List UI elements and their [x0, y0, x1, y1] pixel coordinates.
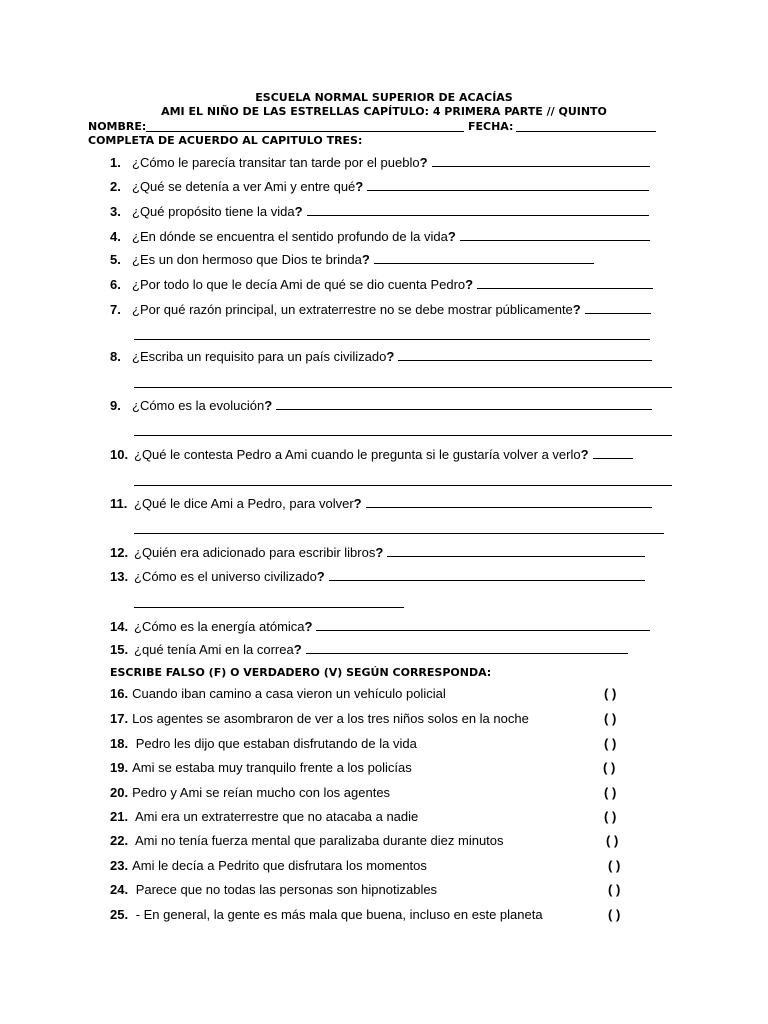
- tf-answer-19[interactable]: ( ): [603, 760, 616, 775]
- tf-answer-18[interactable]: ( ): [604, 736, 617, 751]
- answer-blank[interactable]: [374, 251, 594, 264]
- answer-line[interactable]: [134, 485, 672, 486]
- answer-line[interactable]: [134, 533, 664, 534]
- tf-item-21: 21. Ami era un extraterrestre que no atacaba a nadie: [110, 809, 419, 824]
- tf-item-18: 18. Pedro les dijo que estaban disfrutando de la vida: [110, 736, 417, 751]
- question-2: 2. ¿Qué se detenía a ver Ami y entre qué?: [110, 178, 649, 194]
- answer-blank[interactable]: [593, 446, 633, 459]
- worksheet-subtitle: AMI EL NIÑO DE LAS ESTRELLAS CAPÍTULO: 4 PRIMERA PARTE // QUINTO: [161, 105, 607, 118]
- section-instructions: COMPLETA DE ACUERDO AL CAPITULO TRES:: [88, 134, 363, 147]
- tf-answer-16[interactable]: ( ): [604, 686, 617, 701]
- question-4: 4. ¿En dónde se encuentra el sentido profundo de la vida?: [110, 228, 650, 244]
- question-8: 8. ¿Escriba un requisito para un país civilizado?: [110, 348, 652, 364]
- question-7: 7. ¿Por qué razón principal, un extraterrestre no se debe mostrar públicamente?: [110, 301, 651, 317]
- answer-blank[interactable]: [432, 154, 650, 167]
- question-6: 6. ¿Por todo lo que le decía Ami de qué se dio cuenta Pedro?: [110, 276, 653, 292]
- answer-blank[interactable]: [366, 495, 652, 508]
- question-14: 14. ¿Cómo es la energía atómica?: [110, 618, 650, 634]
- tf-item-25: 25. - En general, la gente es más mala que buena, incluso en este planeta: [110, 907, 543, 922]
- tf-answer-23[interactable]: ( ): [608, 858, 621, 873]
- tf-item-16: 16. Cuando iban camino a casa vieron un vehículo policial: [110, 686, 446, 701]
- tf-answer-17[interactable]: ( ): [604, 711, 617, 726]
- tf-answer-22[interactable]: ( ): [606, 833, 619, 848]
- tf-item-22: 22. Ami no tenía fuerza mental que paralizaba durante diez minutos: [110, 833, 504, 848]
- question-10: 10. ¿Qué le contesta Pedro a Ami cuando le pregunta si le gustaría volver a verlo?: [110, 446, 633, 462]
- question-13: 13. ¿Cómo es el universo civilizado?: [110, 568, 645, 584]
- question-5: 5. ¿Es un don hermoso que Dios te brinda?: [110, 251, 594, 267]
- date-label: FECHA:: [468, 120, 514, 133]
- answer-blank[interactable]: [477, 276, 653, 289]
- tf-item-20: 20. Pedro y Ami se reían mucho con los agentes: [110, 785, 391, 800]
- name-label: NOMBRE:: [88, 120, 147, 133]
- date-blank[interactable]: [516, 131, 656, 132]
- tf-answer-20[interactable]: ( ): [604, 785, 617, 800]
- answer-blank[interactable]: [306, 641, 628, 654]
- answer-blank[interactable]: [460, 228, 650, 241]
- answer-blank[interactable]: [387, 544, 645, 557]
- answer-blank[interactable]: [585, 301, 651, 314]
- question-11: 11. ¿Qué le dice Ami a Pedro, para volver?: [110, 495, 652, 511]
- answer-line[interactable]: [134, 339, 650, 340]
- answer-line[interactable]: [134, 435, 672, 436]
- question-3: 3. ¿Qué propósito tiene la vida?: [110, 203, 649, 219]
- answer-blank[interactable]: [307, 203, 649, 216]
- tf-answer-21[interactable]: ( ): [604, 809, 617, 824]
- tf-instructions: ESCRIBE FALSO (F) O VERDADERO (V) SEGÚN CORRESPONDA:: [110, 666, 492, 679]
- answer-blank[interactable]: [367, 178, 649, 191]
- school-title: ESCUELA NORMAL SUPERIOR DE ACACÍAS: [255, 91, 513, 104]
- answer-line[interactable]: [134, 387, 672, 388]
- tf-answer-24[interactable]: ( ): [608, 882, 621, 897]
- tf-item-23: 23. Ami le decía a Pedrito que disfrutara los momentos: [110, 858, 427, 873]
- question-1: 1. ¿Cómo le parecía transitar tan tarde por el pueblo?: [110, 154, 650, 170]
- question-9: 9. ¿Cómo es la evolución?: [110, 397, 652, 413]
- answer-line[interactable]: [134, 607, 404, 608]
- tf-answer-25[interactable]: ( ): [608, 907, 621, 922]
- question-15: 15. ¿qué tenía Ami en la correa?: [110, 641, 628, 657]
- tf-item-19: 19. Ami se estaba muy tranquilo frente a los policías: [110, 760, 412, 775]
- tf-item-17: 17. Los agentes se asombraron de ver a los tres niños solos en la noche: [110, 711, 529, 726]
- answer-blank[interactable]: [329, 568, 645, 581]
- name-blank[interactable]: [146, 131, 464, 132]
- tf-item-24: 24. Parece que no todas las personas son hipnotizables: [110, 882, 438, 897]
- answer-blank[interactable]: [276, 397, 652, 410]
- question-12: 12. ¿Quién era adicionado para escribir libros?: [110, 544, 645, 560]
- answer-blank[interactable]: [316, 618, 650, 631]
- answer-blank[interactable]: [398, 348, 652, 361]
